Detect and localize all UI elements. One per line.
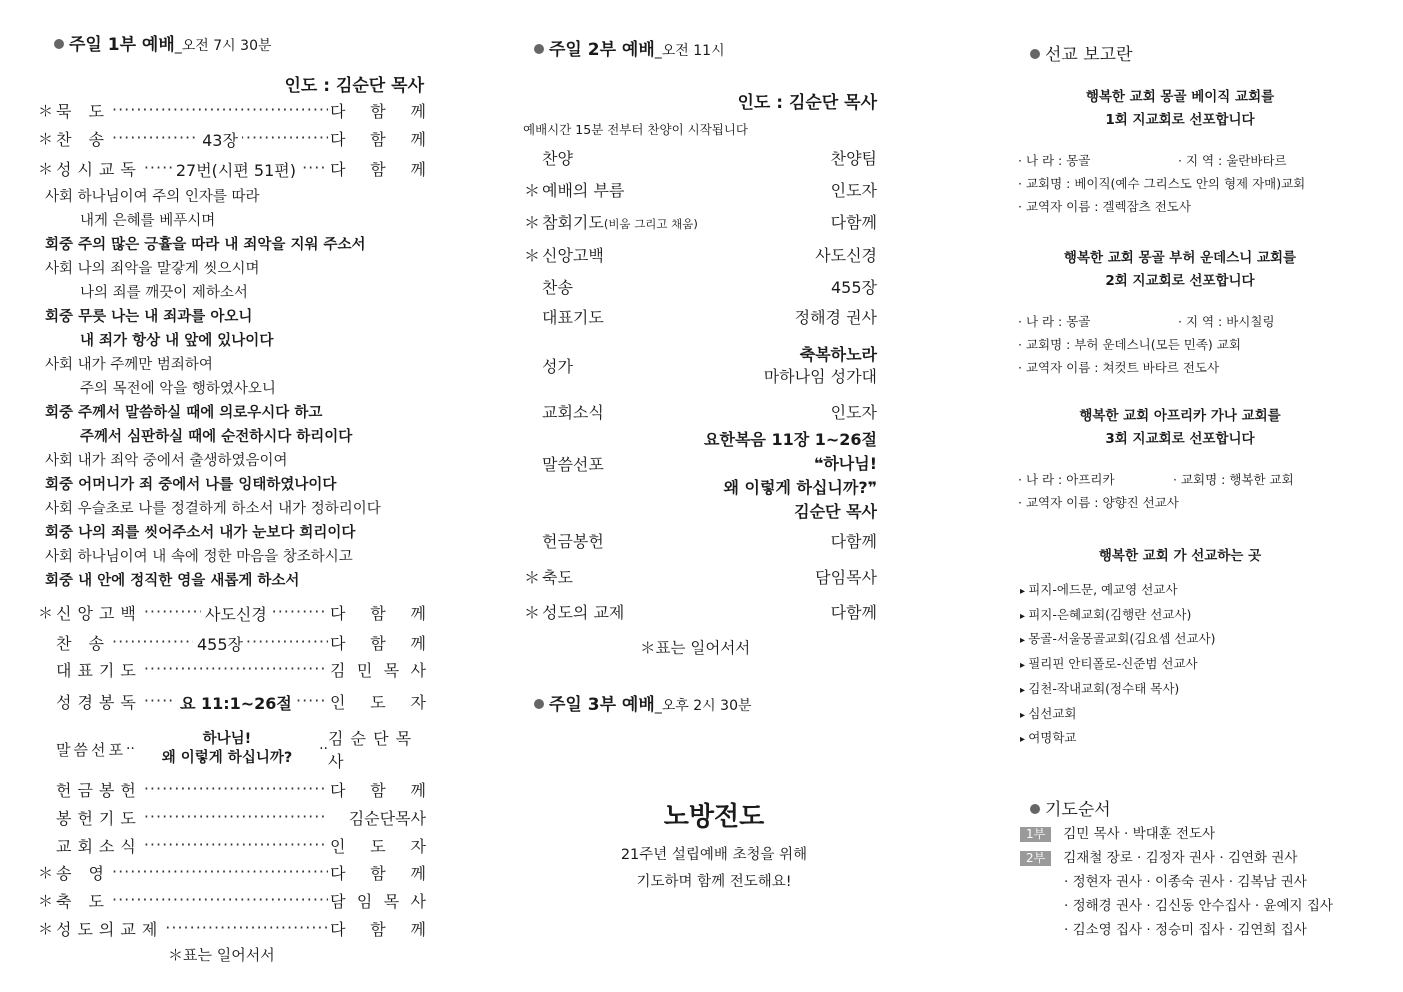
anthem-item: 성가 xyxy=(542,357,573,376)
mission-info: · 지 역 : 울란바타르 xyxy=(1178,153,1287,168)
reading-text: 무릇 나는 내 죄과를 아오니 xyxy=(78,309,253,325)
second-service-leader: 인도 : 김순단 목사 xyxy=(737,93,877,113)
order-row xyxy=(38,156,426,180)
leader-dots xyxy=(112,890,328,910)
sermon-item: 말씀선포 xyxy=(56,740,126,759)
reading-role: 회중 xyxy=(45,525,74,541)
second-order-note: (비움 그리고 채움) xyxy=(603,217,698,231)
news-item: 교회소식 xyxy=(542,403,604,422)
order-row xyxy=(38,126,426,150)
reading-text: 주의 많은 긍휼을 따라 내 죄악을 지워 주소서 xyxy=(78,237,366,253)
mission-block-title-line1: 행복한 교회 몽골 베이직 교회를 xyxy=(1085,89,1275,105)
support-list xyxy=(1020,579,1216,752)
order-item: 신앙고백 xyxy=(56,603,142,623)
second-service-note: ＊표는 일어서서 xyxy=(640,639,751,657)
prayer-line xyxy=(1020,846,1297,870)
order-resp: 다 함 께 xyxy=(330,633,426,653)
second-order-item: 대표기도 xyxy=(542,308,604,327)
evangelism-line1: 21주년 설립예배 초청을 위해 xyxy=(620,847,808,863)
second-order-resp: 찬양팀 xyxy=(830,149,877,168)
stand-mark: ＊ xyxy=(524,213,541,232)
mission-info: · 교역자 이름 : 쳐컷트 바타르 전도사 xyxy=(1018,360,1220,375)
order-row xyxy=(38,630,426,654)
second-order-item: 찬송 xyxy=(542,278,573,297)
reading-text: 하나님이여 내 속에 정한 마음을 창조하시고 xyxy=(77,549,353,565)
order-row xyxy=(38,805,426,829)
leader-dots xyxy=(144,779,328,799)
second-order-item: 참회기도 xyxy=(542,213,604,232)
support-item: ▸ 피지-은혜교회(김행란 선교사) xyxy=(1020,604,1216,629)
stand-mark: ＊ xyxy=(38,919,54,938)
sermon-row: 말씀선포 ·· 하나님! 왜 이렇게 하십니까? ·· 김 순 단 목 사 xyxy=(38,729,426,769)
mission-block-title-line1: 행복한 교회 몽골 부허 운데스니 교회를 xyxy=(1063,250,1297,266)
order-resp: 인 도 자 xyxy=(330,692,426,712)
order-resp: 다 함 께 xyxy=(330,603,426,623)
second-order-resp: 정해경 권사 xyxy=(794,308,877,327)
bullet-icon xyxy=(534,44,544,54)
reading-role: 회중 xyxy=(45,477,74,493)
reading-line xyxy=(45,353,213,377)
reading-text: 주께서 말씀하실 때에 의로우시다 하고 xyxy=(78,405,323,421)
news-resp: 인도자 xyxy=(830,403,877,422)
evangelism-line2: 기도하며 함께 전도해요! xyxy=(636,874,792,890)
third-service-title: 주일 3부 예배 xyxy=(549,695,655,715)
order-row xyxy=(38,98,426,122)
second-order-resp: 인도자 xyxy=(830,181,877,200)
order-resp: 다 함 께 xyxy=(330,780,426,800)
reading-text: 하나님이여 주의 인자를 따라 xyxy=(77,189,260,205)
leader-dots xyxy=(112,632,328,652)
reading-role: 회중 xyxy=(45,237,74,253)
second-service-intro: 예배시간 15분 전부터 찬양이 시작됩니다 xyxy=(523,122,748,137)
mission-block-title-line2: 2회 지교회로 선포합니다 xyxy=(1105,273,1255,289)
reading-text: 어머니가 죄 중에서 나를 잉태하였나이다 xyxy=(78,477,337,493)
support-item: ▸ 여명학교 xyxy=(1020,727,1216,752)
second-order-resp: 다함께 xyxy=(830,603,877,622)
leader-dots xyxy=(144,659,328,679)
reading-line-cont: 나의 죄를 깨끗이 제하소서 xyxy=(80,285,248,301)
second-order-resp: 455장 xyxy=(831,278,877,297)
prayer-header xyxy=(1030,795,1111,820)
stand-mark: ＊ xyxy=(524,568,541,587)
sermon-title-line1: 하나님! xyxy=(202,731,252,747)
order-row xyxy=(38,833,426,857)
first-service-title: 주일 1부 예배 xyxy=(69,35,175,55)
order-item: 묵 도 xyxy=(56,101,110,121)
first-service-header xyxy=(54,30,272,55)
support-item: ▸ 김천-작내교회(정수태 목사) xyxy=(1020,678,1216,703)
reading-line xyxy=(45,545,353,569)
anthem-row xyxy=(520,342,877,388)
reading-role: 사회 xyxy=(45,261,74,277)
bullet-icon xyxy=(534,699,544,709)
support-item: ▸ 필리핀 안티폴로-신준범 선교사 xyxy=(1020,653,1216,678)
mission-block-title xyxy=(1015,86,1345,132)
mission-info: · 교역자 이름 : 겔렉잠츠 전도사 xyxy=(1018,199,1191,214)
second-order-resp: 다함께 xyxy=(830,213,877,232)
prayer-names: 김재철 장로 · 김정자 권사 · 김연화 권사 xyxy=(1063,850,1298,866)
third-service-time: _오후 2시 30분 xyxy=(654,698,752,714)
second-order-item: 신앙고백 xyxy=(542,246,604,265)
mission-info: · 나 라 : 몽골 xyxy=(1018,153,1091,168)
bullet-icon xyxy=(1030,804,1040,814)
reading-line xyxy=(45,521,355,545)
order-row xyxy=(38,860,426,884)
leader-dots xyxy=(144,835,328,855)
order-resp: 다 함 께 xyxy=(330,863,426,883)
reading-role: 회중 xyxy=(45,573,74,589)
prayer-line xyxy=(1064,918,1307,942)
reading-line-cont: 내게 은혜를 베푸시며 xyxy=(80,213,216,229)
anthem-choir: 마하나임 성가대 xyxy=(763,367,877,386)
second-order-item: 예배의 부름 xyxy=(542,181,625,200)
reading-line xyxy=(45,497,381,521)
mission-info: · 교회명 : 부허 운데스니(모든 민족) 교회 xyxy=(1018,337,1241,352)
mission-info: · 나 라 : 몽골 xyxy=(1018,314,1091,329)
prayer-names: · 정해경 권사 · 김신동 안수집사 · 윤예지 집사 xyxy=(1064,898,1333,914)
reading-role: 사회 xyxy=(45,501,74,517)
order-item: 봉헌기도 xyxy=(56,808,142,828)
support-item: ▸ 심선교회 xyxy=(1020,703,1216,728)
bullet-icon xyxy=(1030,49,1040,59)
order-resp: 인 도 자 xyxy=(330,836,426,856)
order-item: 성도의교제 xyxy=(56,919,164,939)
second-order-item: 헌금봉헌 xyxy=(542,532,604,551)
support-item: ▸ 몽골-서울몽골교회(김요셉 선교사) xyxy=(1020,628,1216,653)
order-row xyxy=(38,657,426,681)
mission-block-title-line2: 1회 지교회로 선포합니다 xyxy=(1105,112,1255,128)
second-service-time: _오전 11시 xyxy=(654,43,725,59)
order-detail: 요 11:1~26절 xyxy=(176,694,296,711)
second-sermon-ref: 요한복음 11장 1~26절 xyxy=(704,430,877,449)
bullet-icon xyxy=(54,39,64,49)
order-detail: 455장 xyxy=(193,635,247,652)
sermon-preacher: 김 순 단 목 사 xyxy=(328,729,413,771)
stand-mark: ＊ xyxy=(524,246,541,265)
order-item: 교회소식 xyxy=(56,836,142,856)
second-order-item: 축도 xyxy=(542,568,573,587)
reading-text: 나의 죄를 씻어주소서 내가 눈보다 희리이다 xyxy=(78,525,356,541)
order-resp: 다 함 께 xyxy=(330,159,426,179)
second-sermon-line2: 왜 이렇게 하십니까?❞ xyxy=(723,478,877,497)
order-item: 성경봉독 xyxy=(56,692,142,712)
second-order-item: 성도의 교제 xyxy=(542,603,625,622)
order-resp: 담 임 목 사 xyxy=(330,891,426,911)
first-service-time: _오전 7시 30분 xyxy=(174,38,272,54)
mission-info: · 나 라 : 아프리카 xyxy=(1018,472,1115,487)
order-resp: 다 함 께 xyxy=(330,129,426,149)
first-service-leader: 인도 : 김순단 목사 xyxy=(284,76,424,96)
reading-line xyxy=(45,473,336,497)
reading-line-cont: 주의 목전에 악을 행하였사오니 xyxy=(80,381,276,397)
mission-block-title xyxy=(1015,405,1345,451)
prayer-line xyxy=(1020,822,1215,846)
reading-text: 나의 죄악을 말갛게 씻으시며 xyxy=(77,261,260,277)
mission-info: · 지 역 : 바시칠링 xyxy=(1178,314,1275,329)
prayer-names: · 김소영 집사 · 정승미 집사 · 김연희 집사 xyxy=(1064,922,1307,938)
second-sermon-preacher: 김순단 목사 xyxy=(794,502,877,521)
order-row xyxy=(38,888,426,912)
sermon-title-line2: 왜 이렇게 하십니까? xyxy=(161,750,293,766)
reading-text: 우슬초로 나를 정결하게 하소서 내가 정하리이다 xyxy=(77,501,381,517)
reading-role: 회중 xyxy=(45,405,74,421)
order-item: 헌금봉헌 xyxy=(56,780,142,800)
leader-dots xyxy=(144,691,328,711)
leader-dots xyxy=(144,158,328,178)
service-badge: 2부 xyxy=(1020,851,1051,866)
leader-dots xyxy=(112,100,328,120)
reading-line-cont: 내 죄가 항상 내 앞에 있나이다 xyxy=(80,333,274,349)
reading-role: 사회 xyxy=(45,357,74,373)
reading-line xyxy=(45,401,322,425)
reading-line xyxy=(45,449,288,473)
order-row xyxy=(38,777,426,801)
order-resp: 김 민 목 사 xyxy=(330,660,426,680)
leader-dots xyxy=(112,862,328,882)
order-resp: 다 함 께 xyxy=(330,919,426,939)
reading-role: 회중 xyxy=(45,309,74,325)
leader-dots xyxy=(144,602,328,622)
mission-info: · 교회명 : 베이직(예수 그리스도 안의 형제 자매)교회 xyxy=(1018,176,1306,191)
reading-text: 내가 죄악 중에서 출생하였음이여 xyxy=(77,453,288,469)
mission-block-title xyxy=(1015,247,1345,293)
stand-mark: ＊ xyxy=(38,603,54,622)
service-badge: 1부 xyxy=(1020,827,1051,842)
second-service-header xyxy=(534,35,725,60)
anthem-title: 축복하노라 xyxy=(799,345,877,364)
order-resp: 김순단목사 xyxy=(348,808,426,828)
order-detail: 27번(시편 51편) xyxy=(172,161,300,178)
second-sermon-item: 말씀선포 xyxy=(542,455,604,474)
order-row xyxy=(38,600,426,624)
order-item: 대표기도 xyxy=(56,660,142,680)
leader-dots xyxy=(144,807,328,827)
order-item: 송 영 xyxy=(56,863,110,883)
stand-mark: ＊ xyxy=(524,181,541,200)
leader-dots xyxy=(165,918,328,938)
second-order-resp: 다함께 xyxy=(830,532,877,551)
reading-line xyxy=(45,257,260,281)
mission-info: · 교역자 이름 : 양향진 선교사 xyxy=(1018,495,1179,510)
mission-title: 선교 보고란 xyxy=(1045,45,1133,65)
second-order-resp: 담임목사 xyxy=(815,568,877,587)
reading-text: 내 안에 정직한 영을 새롭게 하소서 xyxy=(78,573,300,589)
third-service-header xyxy=(534,690,752,715)
mission-block-title-line2: 3회 지교회로 선포합니다 xyxy=(1105,431,1255,447)
stand-mark: ＊ xyxy=(38,891,54,910)
reading-line xyxy=(45,305,252,329)
support-item: ▸ 피지-에드문, 예교영 선교사 xyxy=(1020,579,1216,604)
sermon-title xyxy=(135,730,319,768)
stand-mark: ＊ xyxy=(38,863,54,882)
prayer-title: 기도순서 xyxy=(1045,800,1111,820)
reading-line xyxy=(45,233,366,257)
reading-role: 사회 xyxy=(45,189,74,205)
stand-mark: ＊ xyxy=(38,101,54,120)
mission-block-title-line1: 행복한 교회 아프리카 가나 교회를 xyxy=(1079,408,1281,424)
leader-dots xyxy=(112,128,328,148)
mission-info: · 교회명 : 행복한 교회 xyxy=(1173,472,1294,487)
order-item: 축 도 xyxy=(56,891,110,911)
prayer-line xyxy=(1064,894,1333,918)
prayer-names: · 정현자 권사 · 이종숙 권사 · 김복남 권사 xyxy=(1064,874,1307,890)
reading-role: 사회 xyxy=(45,453,74,469)
order-item: 찬 송 xyxy=(56,633,110,653)
stand-mark: ＊ xyxy=(38,159,54,178)
order-resp: 다 함 께 xyxy=(330,101,426,121)
evangelism-title: 노방전도 xyxy=(663,802,765,832)
reading-line xyxy=(45,185,260,209)
second-order-item: 찬양 xyxy=(542,149,573,168)
order-item: 찬 송 xyxy=(56,129,110,149)
second-sermon-row xyxy=(520,428,877,524)
order-row xyxy=(38,916,426,940)
second-order-resp: 사도신경 xyxy=(815,246,877,265)
reading-line-cont: 주께서 심판하실 때에 순전하시다 하리이다 xyxy=(80,429,353,445)
stand-mark: ＊ xyxy=(524,603,541,622)
reading-line xyxy=(45,569,299,593)
reading-role: 사회 xyxy=(45,549,74,565)
second-sermon-line1: ❝하나님! xyxy=(813,454,877,473)
stand-mark: ＊ xyxy=(38,129,54,148)
mission-header xyxy=(1030,40,1133,65)
support-title: 행복한 교회 가 선교하는 곳 xyxy=(1098,548,1262,564)
prayer-line xyxy=(1064,870,1307,894)
order-item: 성시교독 xyxy=(56,159,142,179)
prayer-names: 김민 목사 · 박대훈 전도사 xyxy=(1063,826,1216,842)
first-service-note: ＊표는 일어서서 xyxy=(168,946,275,964)
order-row xyxy=(38,689,426,713)
order-detail: 43장 xyxy=(198,131,242,148)
reading-text: 내가 주께만 범죄하여 xyxy=(77,357,213,373)
order-detail: 사도신경 xyxy=(201,605,271,622)
second-service-title: 주일 2부 예배 xyxy=(549,40,655,60)
